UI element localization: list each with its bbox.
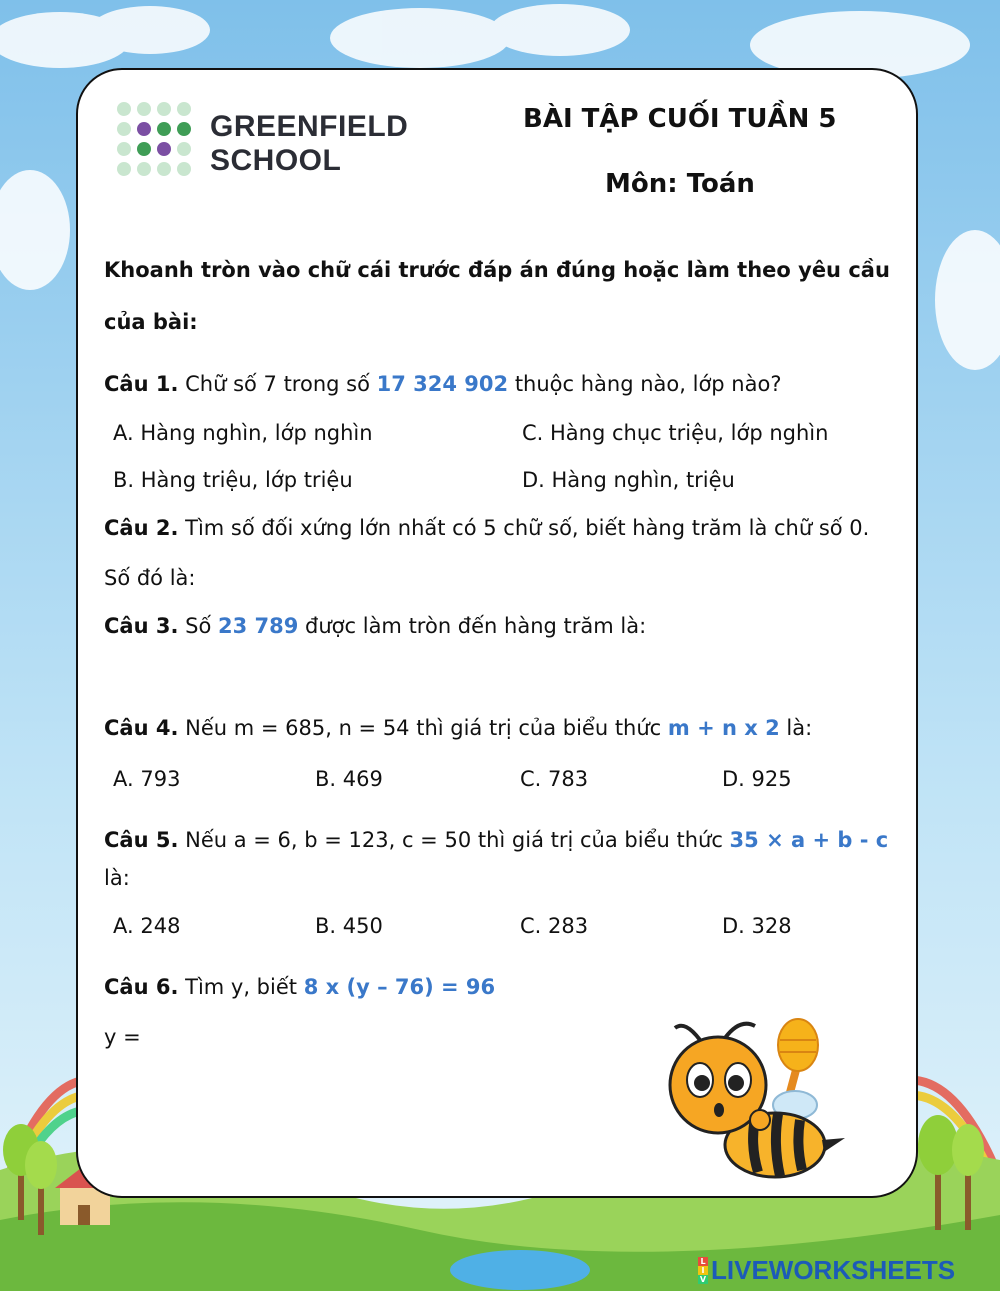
highlight-equation: 8 x (y – 76) = 96 xyxy=(303,975,496,999)
instructions-line1: Khoanh tròn vào chữ cái trước đáp án đúng hoặc làm theo yêu cầu xyxy=(104,258,890,282)
question-2 xyxy=(104,516,869,540)
question-label: Câu 6. xyxy=(104,975,179,999)
question-text: Tìm số đối xứng lớn nhất có 5 chữ số, biết hàng trăm là chữ số 0. xyxy=(178,516,870,540)
logo-letter: I xyxy=(698,1266,708,1275)
question-6 xyxy=(104,975,495,999)
logo-letter: L xyxy=(698,1257,708,1266)
question-4 xyxy=(104,716,812,740)
question-text: là: xyxy=(779,716,813,740)
q5-option-c[interactable]: C. 283 xyxy=(520,914,589,938)
highlight-expression: 35 × a + b - c xyxy=(729,828,889,852)
question-label: Câu 5. xyxy=(104,828,179,852)
liveworksheets-text: LIVEWORKSHEETS xyxy=(711,1254,956,1285)
school-name-line2: SCHOOL xyxy=(210,144,342,177)
question-text: Số xyxy=(178,614,218,638)
question-2-answer-line[interactable]: Số đó là: xyxy=(104,566,196,590)
liveworksheets-logo-icon xyxy=(698,1257,708,1284)
q1-option-a[interactable]: A. Hàng nghìn, lớp nghìn xyxy=(113,421,373,445)
logo-letter: V xyxy=(699,1274,707,1284)
q4-option-b[interactable]: B. 469 xyxy=(315,767,383,791)
q1-option-c[interactable]: C. Hàng chục triệu, lớp nghìn xyxy=(522,421,829,445)
question-label: Câu 4. xyxy=(104,716,179,740)
question-text: được làm tròn đến hàng trăm là: xyxy=(298,614,647,638)
liveworksheets-logo[interactable] xyxy=(698,1255,955,1285)
question-3 xyxy=(104,614,646,638)
bee-illustration xyxy=(660,1010,860,1190)
question-1 xyxy=(104,372,781,396)
school-logo-icon xyxy=(117,102,197,182)
question-text: thuộc hàng nào, lớp nào? xyxy=(508,372,782,396)
question-label: Câu 1. xyxy=(104,372,179,396)
question-label: Câu 2. xyxy=(104,516,179,540)
question-text: Tìm y, biết xyxy=(178,975,304,999)
q5-option-d[interactable]: D. 328 xyxy=(722,914,792,938)
question-5 xyxy=(104,828,888,852)
instructions-line2: của bài: xyxy=(104,310,198,334)
question-text: Nếu m = 685, n = 54 thì giá trị của biểu thức xyxy=(178,716,668,740)
q4-option-c[interactable]: C. 783 xyxy=(520,767,589,791)
y-answer-field[interactable]: y = xyxy=(104,1025,141,1049)
q5-option-a[interactable]: A. 248 xyxy=(113,914,181,938)
q1-option-d[interactable]: D. Hàng nghìn, triệu xyxy=(522,468,735,492)
question-5-line2: là: xyxy=(104,866,130,890)
question-label: Câu 3. xyxy=(104,614,179,638)
school-name xyxy=(210,110,408,178)
q1-option-b[interactable]: B. Hàng triệu, lớp triệu xyxy=(113,468,353,492)
highlight-number: 17 324 902 xyxy=(376,372,509,396)
highlight-number: 23 789 xyxy=(217,614,299,638)
q4-option-d[interactable]: D. 925 xyxy=(722,767,792,791)
question-text: Chữ số 7 trong số xyxy=(178,372,377,396)
worksheet-title: BÀI TẬP CUỐI TUẦN 5 xyxy=(523,104,837,134)
subject-label: Môn: Toán xyxy=(605,169,755,199)
highlight-expression: m + n x 2 xyxy=(667,716,780,740)
q4-option-a[interactable]: A. 793 xyxy=(113,767,181,791)
q5-option-b[interactable]: B. 450 xyxy=(315,914,383,938)
school-name-line1: GREENFIELD xyxy=(210,110,409,143)
question-text: Nếu a = 6, b = 123, c = 50 thì giá trị của biểu thức xyxy=(178,828,730,852)
